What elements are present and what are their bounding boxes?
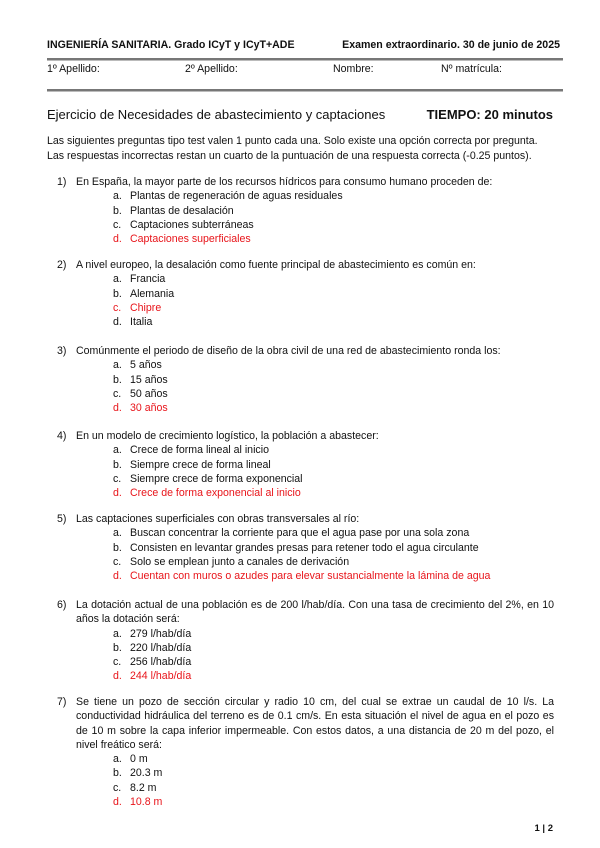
instruction-line: Las siguientes preguntas tipo test valen 1 punto cada una. Solo existe una opción correcta por pregunta. xyxy=(47,135,538,147)
option-letter: d. xyxy=(113,487,122,500)
question-text: A nivel europeo, la desalación como fuente principal de abastecimiento es común en: xyxy=(76,259,476,271)
answer-option xyxy=(113,526,554,540)
option-letter: a. xyxy=(113,190,122,203)
answer-option xyxy=(113,555,554,569)
question-1 xyxy=(57,175,554,246)
option-letter: a. xyxy=(113,273,122,286)
option-text: 244 l/hab/día xyxy=(130,670,192,683)
answer-option xyxy=(113,655,554,669)
answer-option xyxy=(113,781,554,795)
answer-option xyxy=(113,232,554,246)
option-text: Alemania xyxy=(130,287,175,300)
exercise-title: Ejercicio de Necesidades de abastecimiento y captaciones xyxy=(47,107,386,122)
question-number: 5) xyxy=(57,513,67,525)
option-text: Siempre crece de forma lineal xyxy=(130,458,271,471)
answer-option xyxy=(113,569,554,583)
answer-option xyxy=(113,204,554,218)
option-text: Plantas de desalación xyxy=(130,204,234,217)
option-text: 20.3 m xyxy=(130,767,163,780)
answer-option xyxy=(113,627,554,641)
option-text: Francia xyxy=(130,273,166,286)
question-2 xyxy=(57,258,554,329)
option-text: 30 años xyxy=(130,402,168,415)
divider xyxy=(47,89,563,92)
question-text: Las captaciones superficiales con obras transversales al río: xyxy=(76,513,360,525)
answer-option xyxy=(113,472,554,486)
option-text: Buscan concentrar la corriente para que el agua pase por una sola zona xyxy=(130,527,470,540)
option-text: 10.8 m xyxy=(130,796,163,809)
answer-option xyxy=(113,287,554,301)
option-letter: b. xyxy=(113,767,122,780)
option-letter: b. xyxy=(113,287,122,300)
answer-option xyxy=(113,766,554,780)
option-text: 8.2 m xyxy=(130,781,157,794)
page-number: 1 | 2 xyxy=(534,823,553,834)
option-text: Italia xyxy=(130,316,153,329)
question-number: 7) xyxy=(57,696,67,708)
question-text: Se tiene un pozo de sección circular y radio 10 cm, del cual se extrae un caudal de 10 l/s. La conductividad hidráulica del terreno es de 0.1 cm/s. En esta situación el nivel de agua en el pozo es de 10 m sobre la capa inferior impermeable. Con estos datos, a una distancia de 20 m del pozo, el nivel freático será: xyxy=(76,696,554,751)
option-letter: c. xyxy=(113,218,122,231)
answer-option xyxy=(113,387,554,401)
question-number: 4) xyxy=(57,430,67,442)
question-5 xyxy=(57,512,554,583)
option-text: Captaciones subterráneas xyxy=(130,218,254,231)
question-3 xyxy=(57,344,554,415)
option-letter: b. xyxy=(113,204,122,217)
option-letter: d. xyxy=(113,402,122,415)
answer-option xyxy=(113,373,554,387)
answer-option xyxy=(113,541,554,555)
answer-option xyxy=(113,401,554,415)
question-7 xyxy=(57,695,554,809)
option-letter: d. xyxy=(113,796,122,809)
option-letter: a. xyxy=(113,627,122,640)
divider xyxy=(47,58,563,61)
answer-option xyxy=(113,486,554,500)
option-text: 220 l/hab/día xyxy=(130,641,192,654)
option-letter: c. xyxy=(113,387,122,400)
field-apellido1: 1º Apellido: xyxy=(47,63,100,75)
option-text: 256 l/hab/día xyxy=(130,656,192,669)
question-text: La dotación actual de una población es de 200 l/hab/día. Con una tasa de crecimiento del 2%, en 10 años la dotación será: xyxy=(76,599,554,626)
option-text: 279 l/hab/día xyxy=(130,627,192,640)
option-text: Consisten en levantar grandes presas para retener todo el agua circulante xyxy=(130,541,479,554)
question-number: 6) xyxy=(57,599,67,611)
instruction-line: Las respuestas incorrectas restan un cuarto de la puntuación de una respuesta correcta (-0.25 puntos). xyxy=(47,150,532,162)
option-letter: c. xyxy=(113,472,122,485)
option-letter: d. xyxy=(113,316,122,329)
option-text: Siempre crece de forma exponencial xyxy=(130,472,303,485)
option-text: Plantas de regeneración de aguas residuales xyxy=(130,190,343,203)
answer-option xyxy=(113,752,554,766)
option-letter: a. xyxy=(113,527,122,540)
field-nombre: Nombre: xyxy=(333,63,374,75)
answer-option xyxy=(113,641,554,655)
option-letter: b. xyxy=(113,541,122,554)
answer-option xyxy=(113,218,554,232)
option-letter: a. xyxy=(113,359,122,372)
option-text: Captaciones superficiales xyxy=(130,233,251,246)
question-number: 2) xyxy=(57,259,67,271)
answer-option xyxy=(113,443,554,457)
answer-option xyxy=(113,669,554,683)
field-matricula: Nº matrícula: xyxy=(441,63,502,75)
option-text: 50 años xyxy=(130,387,168,400)
option-letter: b. xyxy=(113,641,122,654)
option-text: Crece de forma lineal al inicio xyxy=(130,444,269,457)
answer-option xyxy=(113,301,554,315)
option-letter: c. xyxy=(113,781,122,794)
question-text: En un modelo de crecimiento logístico, la población a abastecer: xyxy=(76,430,379,442)
option-letter: a. xyxy=(113,444,122,457)
question-6 xyxy=(57,598,554,684)
question-number: 3) xyxy=(57,345,67,357)
option-letter: c. xyxy=(113,555,122,568)
option-letter: d. xyxy=(113,233,122,246)
option-letter: b. xyxy=(113,458,122,471)
option-letter: d. xyxy=(113,570,122,583)
option-text: 15 años xyxy=(130,373,168,386)
option-letter: c. xyxy=(113,656,122,669)
instructions xyxy=(47,134,538,164)
exam-date: Examen extraordinario. 30 de junio de 2025 xyxy=(342,39,560,51)
answer-option xyxy=(113,795,554,809)
option-text: 5 años xyxy=(130,359,162,372)
answer-option xyxy=(113,189,554,203)
option-text: Chipre xyxy=(130,301,162,314)
option-text: Cuentan con muros o azudes para elevar sustancialmente la lámina de agua xyxy=(130,570,491,583)
option-letter: c. xyxy=(113,301,122,314)
question-number: 1) xyxy=(57,176,67,188)
option-letter: b. xyxy=(113,373,122,386)
course-title: INGENIERÍA SANITARIA. Grado ICyT y ICyT+ADE xyxy=(47,39,295,51)
question-text: Comúnmente el periodo de diseño de la obra civil de una red de abastecimiento ronda los: xyxy=(76,345,501,357)
option-text: Solo se emplean junto a canales de derivación xyxy=(130,555,350,568)
option-letter: a. xyxy=(113,753,122,766)
answer-option xyxy=(113,272,554,286)
field-apellido2: 2º Apellido: xyxy=(185,63,238,75)
time-limit: TIEMPO: 20 minutos xyxy=(426,107,553,122)
question-4 xyxy=(57,429,554,500)
option-letter: d. xyxy=(113,670,122,683)
answer-option xyxy=(113,315,554,329)
answer-option xyxy=(113,358,554,372)
answer-option xyxy=(113,458,554,472)
option-text: 0 m xyxy=(130,753,148,766)
option-text: Crece de forma exponencial al inicio xyxy=(130,487,301,500)
question-text: En España, la mayor parte de los recursos hídricos para consumo humano proceden de: xyxy=(76,176,493,188)
